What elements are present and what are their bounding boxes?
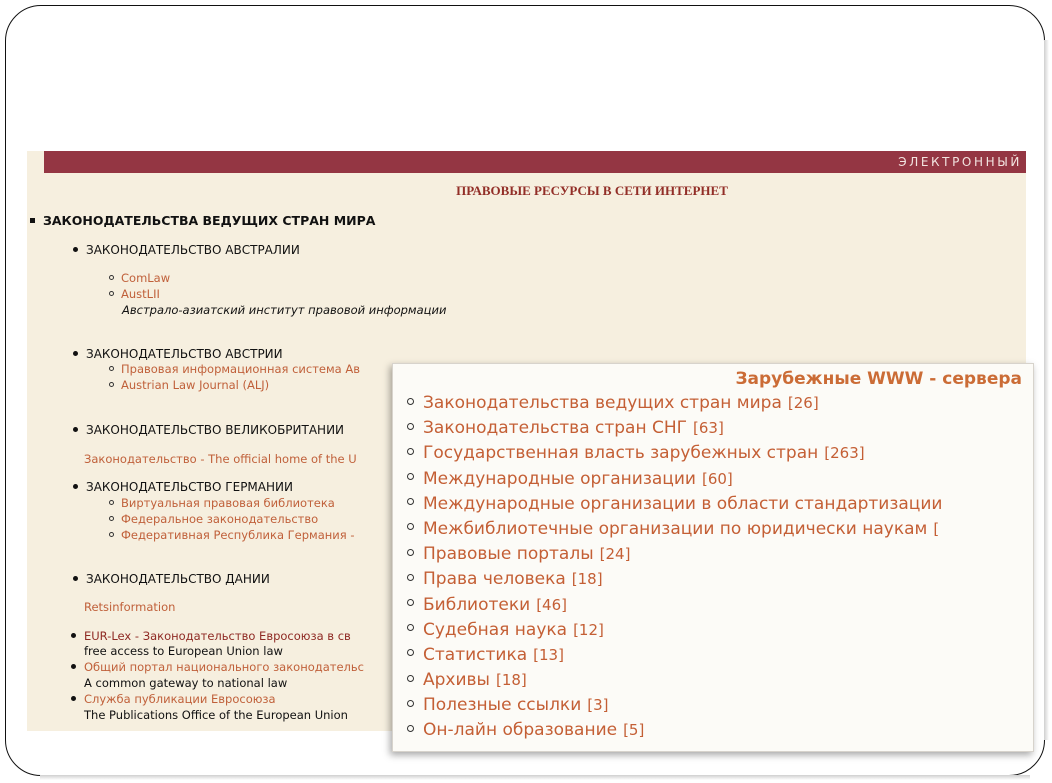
popup-item[interactable]: Законодательства стран СНГ [63] xyxy=(407,416,948,441)
popup-item[interactable]: Государственная власть зарубежных стран [263] xyxy=(407,441,948,466)
circle-bullet-icon xyxy=(407,423,414,430)
link-uk-legislation[interactable]: Законодательство - The official home of the U xyxy=(84,452,357,466)
circle-bullet-icon xyxy=(407,599,414,606)
circle-bullet-icon xyxy=(407,549,414,556)
link-retsinformation[interactable]: Retsinformation xyxy=(84,600,176,614)
site-brand-text: ЭЛЕКТРОННЫЙ xyxy=(898,155,1022,169)
link-comlaw[interactable]: ComLaw xyxy=(109,271,170,285)
circle-bullet-icon xyxy=(407,574,414,581)
bullet-icon xyxy=(71,633,76,638)
bullet-icon xyxy=(73,247,78,252)
page-title: ПРАВОВЫЕ РЕСУРСЫ В СЕТИ ИНТЕРНЕТ xyxy=(456,183,728,198)
link-federal-legislation[interactable]: Федеральное законодательство xyxy=(109,512,318,526)
slide-shadow-bottom xyxy=(40,775,1030,780)
eu-publications-office-description: The Publications Office of the European Union xyxy=(84,708,348,722)
circle-bullet-icon xyxy=(407,473,414,480)
popup-category-list xyxy=(407,391,948,744)
circle-bullet-icon xyxy=(407,624,414,631)
circle-bullet-icon xyxy=(407,649,414,656)
link-eur-lex[interactable]: EUR-Lex - Законодательство Евросоюза в св xyxy=(71,629,351,643)
popup-item[interactable]: Он-лайн образование [5] xyxy=(407,718,948,743)
popup-item[interactable]: Межбиблиотечные организации по юридически наукам [ xyxy=(407,517,948,542)
link-federal-republic-germany[interactable]: Федеративная Республика Германия - xyxy=(109,528,355,542)
circle-bullet-icon xyxy=(109,291,114,296)
bullet-icon xyxy=(71,696,76,701)
circle-bullet-icon xyxy=(407,725,414,732)
country-germany: ЗАКОНОДАТЕЛЬСТВО ГЕРМАНИИ xyxy=(73,480,293,494)
popup-item[interactable]: Правовые порталы [24] xyxy=(407,542,948,567)
eur-lex-description: free access to European Union law xyxy=(84,644,283,658)
popup-item[interactable]: Полезные ссылки [3] xyxy=(407,693,948,718)
circle-bullet-icon xyxy=(407,398,414,405)
popup-item[interactable]: Права человека [18] xyxy=(407,567,948,592)
bullet-icon xyxy=(71,664,76,669)
foreign-servers-popup xyxy=(392,363,1034,752)
circle-bullet-icon xyxy=(109,382,114,387)
circle-bullet-icon xyxy=(109,516,114,521)
circle-bullet-icon xyxy=(407,498,414,505)
circle-bullet-icon xyxy=(109,275,114,280)
national-law-portal-description: A common gateway to national law xyxy=(84,676,288,690)
link-national-law-portal[interactable]: Общий портал национального законодательс xyxy=(71,660,364,674)
popup-item[interactable]: Судебная наука [12] xyxy=(407,618,948,643)
circle-bullet-icon xyxy=(407,523,414,530)
circle-bullet-icon xyxy=(407,700,414,707)
slide-shadow-right xyxy=(1044,40,1049,740)
bullet-icon xyxy=(73,484,78,489)
circle-bullet-icon xyxy=(407,675,414,682)
bullet-icon xyxy=(73,576,78,581)
country-uk: ЗАКОНОДАТЕЛЬСТВО ВЕЛИКОБРИТАНИИ xyxy=(73,423,344,437)
country-australia: ЗАКОНОДАТЕЛЬСТВО АВСТРАЛИИ xyxy=(73,243,300,257)
link-eu-publications-office[interactable]: Служба публикации Евросоюза xyxy=(71,692,276,706)
bullet-icon xyxy=(73,427,78,432)
circle-bullet-icon xyxy=(109,366,114,371)
austlii-description: Австрало-азиатский институт правовой информации xyxy=(122,303,447,317)
section-heading: ЗАКОНОДАТЕЛЬСТВА ВЕДУЩИХ СТРАН МИРА xyxy=(30,213,375,228)
popup-item[interactable]: Архивы [18] xyxy=(407,668,948,693)
circle-bullet-icon xyxy=(407,448,414,455)
popup-item[interactable]: Международные организации в области стандартизации xyxy=(407,492,948,517)
circle-bullet-icon xyxy=(109,500,114,505)
link-virtual-legal-library[interactable]: Виртуальная правовая библиотека xyxy=(109,496,335,510)
circle-bullet-icon xyxy=(109,532,114,537)
country-austria: ЗАКОНОДАТЕЛЬСТВО АВСТРИИ xyxy=(73,347,283,361)
link-austrian-law-journal[interactable]: Austrian Law Journal (ALJ) xyxy=(109,378,269,392)
link-austlii[interactable]: AustLII xyxy=(109,287,160,301)
popup-item[interactable]: Библиотеки [46] xyxy=(407,593,948,618)
popup-item[interactable]: Законодательства ведущих стран мира [26] xyxy=(407,391,948,416)
popup-title: Зарубежные WWW - сервера xyxy=(735,369,1022,389)
popup-item[interactable]: Международные организации [60] xyxy=(407,467,948,492)
popup-item[interactable]: Статистика [13] xyxy=(407,643,948,668)
bullet-icon xyxy=(73,351,78,356)
site-header-bar xyxy=(44,151,1026,173)
link-austria-legal-system[interactable]: Правовая информационная система Ав xyxy=(109,362,360,376)
country-denmark: ЗАКОНОДАТЕЛЬСТВО ДАНИИ xyxy=(73,572,270,586)
square-bullet-icon xyxy=(30,218,35,223)
